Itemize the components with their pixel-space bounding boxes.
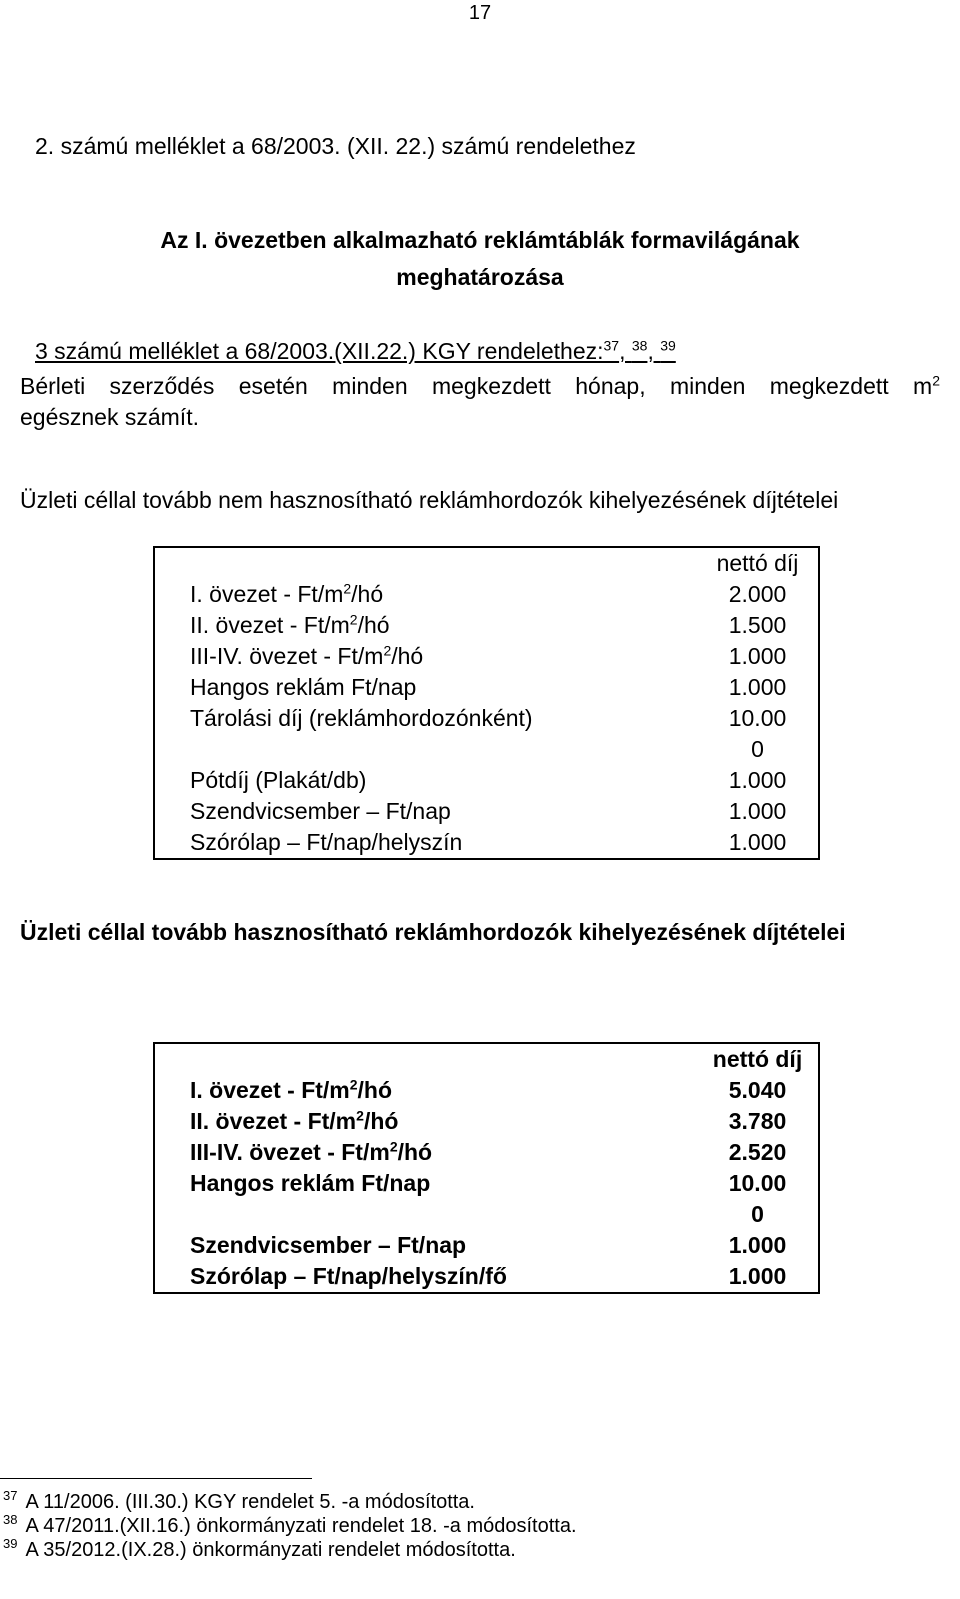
table-row	[154, 1230, 819, 1261]
row-value: 1.000	[728, 798, 787, 824]
label-text: II. övezet - Ft/m	[190, 1108, 357, 1134]
table-row	[154, 610, 819, 641]
table-row	[154, 1106, 819, 1137]
footnote-number: 37	[3, 1488, 18, 1504]
row-label: Szórólap – Ft/nap/helyszín/fő	[190, 1263, 507, 1289]
row-label	[154, 1137, 697, 1168]
unit-suffix: /hó	[357, 1077, 393, 1103]
row-value: 1.500	[728, 612, 787, 638]
m2-superscript: 2	[932, 372, 940, 389]
row-value	[697, 703, 819, 765]
billing-line1-text: Bérleti szerződés esetén minden megkezdett hónap, minden megkezdett m	[20, 373, 933, 399]
section-title-line2: meghatározása	[396, 264, 564, 290]
footnote-number: 38	[3, 1512, 18, 1528]
unit-suffix: /hó	[351, 581, 384, 607]
row-value: 1.000	[728, 1263, 787, 1289]
header-net-fee: nettó díj	[716, 550, 799, 576]
fee-table-business	[153, 1042, 820, 1294]
row-value: 5.040	[728, 1077, 787, 1103]
footnote-ref-37[interactable]: 37	[603, 337, 620, 354]
row-value: 1.000	[728, 1232, 787, 1258]
m2-superscript: 2	[389, 1138, 398, 1155]
billing-line2: egésznek számít.	[20, 404, 199, 430]
label-text: III-IV. övezet - Ft/m	[190, 1139, 390, 1165]
table-row	[154, 579, 819, 610]
value-part: 10.00	[728, 705, 787, 731]
row-value: 2.000	[728, 581, 787, 607]
footnote-ref-38[interactable]: 38	[631, 337, 648, 354]
unit-suffix: /hó	[363, 1108, 399, 1134]
table-row	[154, 672, 819, 703]
m2-superscript: 2	[349, 611, 358, 628]
label-text: II. övezet - Ft/m	[190, 612, 350, 638]
row-value: 2.520	[728, 1139, 787, 1165]
table-row	[154, 765, 819, 796]
section-title	[0, 222, 960, 296]
m2-superscript: 2	[349, 1076, 358, 1093]
amendment-text: 3 számú melléklet a 68/2003.(XII.22.) KGY rendelethez:	[35, 338, 604, 364]
footnote-37	[3, 1490, 577, 1514]
footnote-text: A 47/2011.(XII.16.) önkormányzati rendelet 18. -a módosította.	[25, 1515, 577, 1537]
value-wrap: 0	[751, 736, 764, 762]
section-title-line1: Az I. övezetben alkalmazható reklámtáblák formavilágának	[160, 227, 800, 253]
row-value	[697, 1168, 819, 1230]
section1-heading: Üzleti céllal tovább nem hasznosítható reklámhordozók kihelyezésének díjtételei	[20, 487, 839, 513]
row-value: 1.000	[728, 643, 787, 669]
row-label	[154, 1075, 697, 1106]
row-label: Szendvicsember – Ft/nap	[190, 1232, 467, 1258]
ref-separator: ,	[647, 338, 661, 364]
row-value: 1.000	[728, 674, 787, 700]
row-label	[154, 579, 697, 610]
table-row	[154, 796, 819, 827]
footnote-ref-39[interactable]: 39	[660, 337, 676, 354]
m2-superscript: 2	[343, 580, 352, 597]
table-row	[154, 1075, 819, 1106]
row-label	[154, 1106, 697, 1137]
page-number: 17	[468, 2, 492, 24]
table-row	[154, 827, 819, 859]
footnote-38	[3, 1514, 577, 1538]
footnote-number: 39	[3, 1536, 18, 1552]
unit-suffix: /hó	[357, 612, 390, 638]
row-value: 1.000	[728, 829, 787, 855]
footnote-text: A 35/2012.(IX.28.) önkormányzati rendelet módosította.	[25, 1539, 516, 1561]
m2-superscript: 2	[383, 642, 392, 659]
annex-title: 2. számú melléklet a 68/2003. (XII. 22.) számú rendelethez	[35, 133, 636, 159]
table-row	[154, 1137, 819, 1168]
row-label: Hangos reklám Ft/nap	[190, 674, 417, 700]
ref-separator: ,	[619, 338, 632, 364]
footnote-separator	[0, 1478, 312, 1479]
value-part: 10.00	[728, 1170, 787, 1196]
table-row	[154, 703, 819, 765]
table-header-row	[154, 1043, 819, 1075]
row-label: Szórólap – Ft/nap/helyszín	[190, 829, 463, 855]
row-label: Pótdíj (Plakát/db)	[190, 767, 367, 793]
table-row	[154, 641, 819, 672]
table-header-row	[154, 547, 819, 579]
row-value: 3.780	[728, 1108, 787, 1134]
unit-suffix: /hó	[391, 643, 424, 669]
unit-suffix: /hó	[397, 1139, 433, 1165]
footnote-39	[3, 1538, 577, 1562]
table-row	[154, 1168, 819, 1230]
label-text: III-IV. övezet - Ft/m	[190, 643, 384, 669]
header-blank-cell	[154, 547, 697, 579]
row-value: 1.000	[728, 767, 787, 793]
m2-superscript: 2	[356, 1107, 364, 1124]
header-net-fee: nettó díj	[712, 1046, 803, 1072]
value-wrap: 0	[751, 1201, 764, 1227]
billing-line1	[20, 371, 940, 402]
row-label	[154, 610, 697, 641]
fee-table-non-business	[153, 546, 820, 860]
footnote-text: A 11/2006. (III.30.) KGY rendelet 5. -a módosította.	[25, 1491, 475, 1513]
table-row	[154, 1261, 819, 1293]
section2-heading: Üzleti céllal tovább hasznosítható reklámhordozók kihelyezésének díjtételei	[20, 919, 846, 945]
row-label	[154, 641, 697, 672]
row-label: Hangos reklám Ft/nap	[190, 1170, 431, 1196]
row-label: Tárolási díj (reklámhordozónként)	[190, 705, 533, 731]
label-text: I. övezet - Ft/m	[190, 581, 344, 607]
billing-paragraph	[20, 371, 940, 433]
footnotes	[3, 1490, 577, 1562]
row-label: Szendvicsember – Ft/nap	[190, 798, 451, 824]
header-blank-cell	[154, 1043, 697, 1075]
label-text: I. övezet - Ft/m	[190, 1077, 350, 1103]
amendment-line	[35, 338, 676, 365]
